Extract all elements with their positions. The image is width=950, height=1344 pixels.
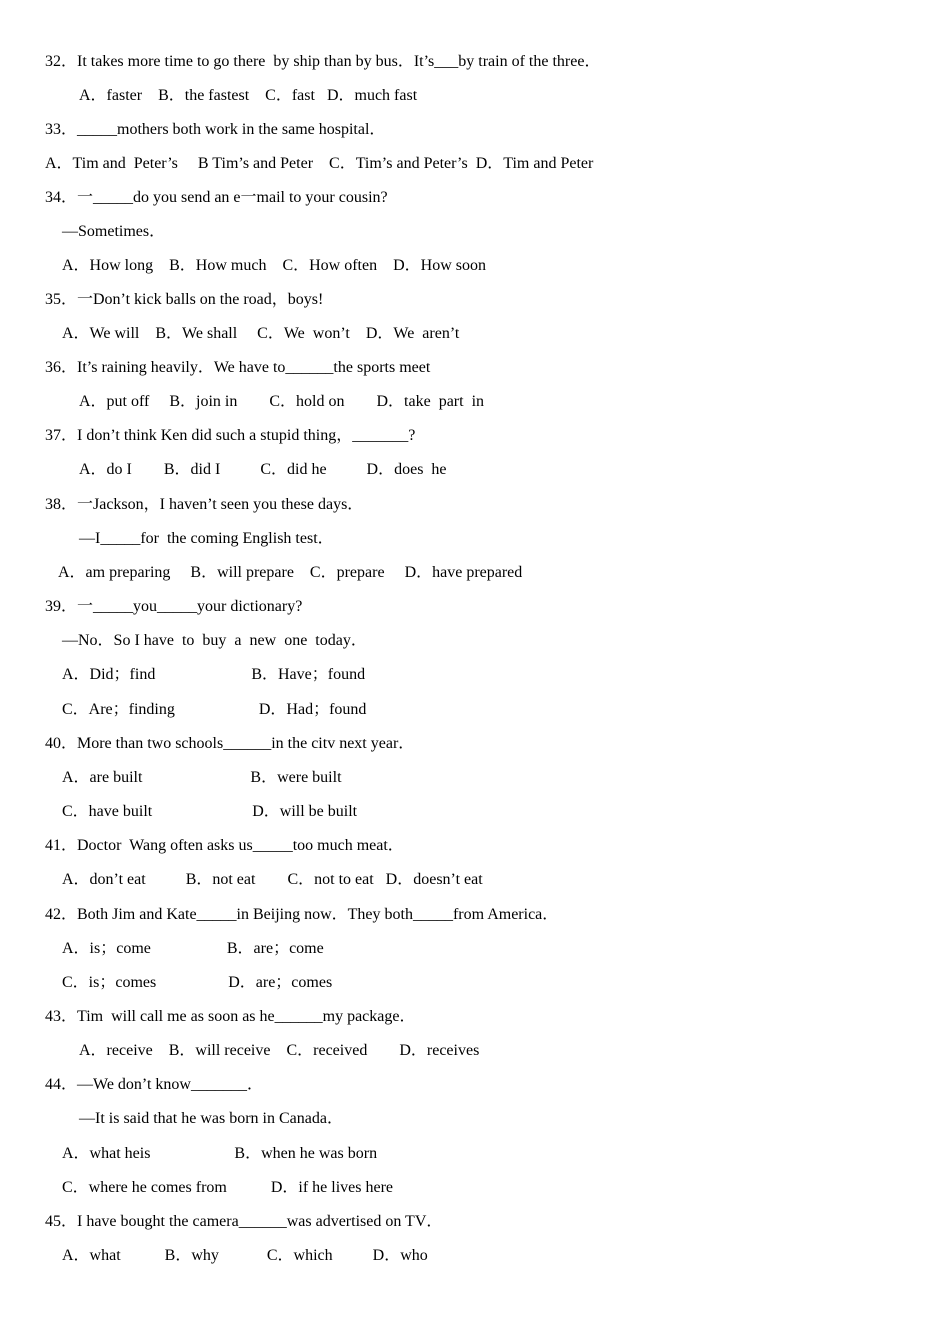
options-34: A．How long B．How much C．How often D．How soon	[62, 257, 486, 274]
question-33: 33．_____mothers both work in the same hospital．	[45, 121, 386, 138]
options-33: A．Tim and Peter’s B Tim’s and Peter C．Tim’s and Peter’s D．Tim and Peter	[45, 155, 594, 172]
question-39: 39．一_____you_____your dictionary?	[45, 598, 303, 615]
question-32: 32．It takes more time to go there by ship than by bus．It’s___by train of the three．	[45, 53, 601, 70]
options-44-ab: A．what heis B．when he was born	[62, 1145, 378, 1162]
options-44-cd: C．where he comes from D．if he lives here	[62, 1179, 394, 1196]
options-36: A．put off B．join in C．hold on D．take part in	[79, 393, 485, 410]
question-43: 43．Tim will call me as soon as he______my package．	[45, 1008, 416, 1025]
question-41: 41．Doctor Wang often asks us_____too much meat．	[45, 837, 404, 854]
question-36: 36．It’s raining heavily．We have to______the sports meet	[45, 359, 431, 376]
options-39-ab: A．Did；find B．Have；found	[62, 666, 366, 683]
options-35: A．We will B．We shall C．We won’t D．We aren’t	[62, 325, 460, 342]
dialogue-39: —No．So I have to buy a new one today．	[62, 632, 367, 649]
question-35: 35．一Don’t kick balls on the road，boys!	[45, 291, 324, 308]
options-32: A．faster B．the fastest C．fast D．much fast	[79, 87, 418, 104]
options-45: A．what B．why C．which D．who	[62, 1247, 428, 1264]
options-37: A．do I B．did I C．did he D．does he	[79, 461, 447, 478]
question-42: 42．Both Jim and Kate_____in Beijing now．They both_____from America．	[45, 906, 559, 923]
options-42-ab: A．is；come B．are；come	[62, 940, 324, 957]
options-42-cd: C．is；comes D．are；comes	[62, 974, 333, 991]
options-38: A．am preparing B．will prepare C．prepare D．have prepared	[58, 564, 523, 581]
options-40-cd: C．have built D．will be built	[62, 803, 358, 820]
options-39-cd: C．Are；finding D．Had；found	[62, 701, 367, 718]
question-37: 37．I don’t think Ken did such a stupid thing，_______?	[45, 427, 416, 444]
dialogue-38: —I_____for the coming English test．	[79, 530, 334, 547]
question-45: 45．I have bought the camera______was advertised on TV．	[45, 1213, 443, 1230]
question-38: 38．一Jackson，I haven’t seen you these days．	[45, 496, 364, 513]
question-44: 44．—We don’t know_______．	[45, 1076, 263, 1093]
options-41: A．don’t eat B．not eat C．not to eat D．doesn’t eat	[62, 871, 483, 888]
question-34: 34．一_____do you send an e一mail to your cousin?	[45, 189, 388, 206]
dialogue-34: —Sometimes．	[62, 223, 166, 240]
options-40-ab: A．are built B．were built	[62, 769, 342, 786]
options-43: A．receive B．will receive C．received D．receives	[79, 1042, 480, 1059]
dialogue-44: —It is said that he was born in Canada．	[79, 1110, 343, 1127]
question-40: 40．More than two schools______in the citv next year．	[45, 735, 415, 752]
